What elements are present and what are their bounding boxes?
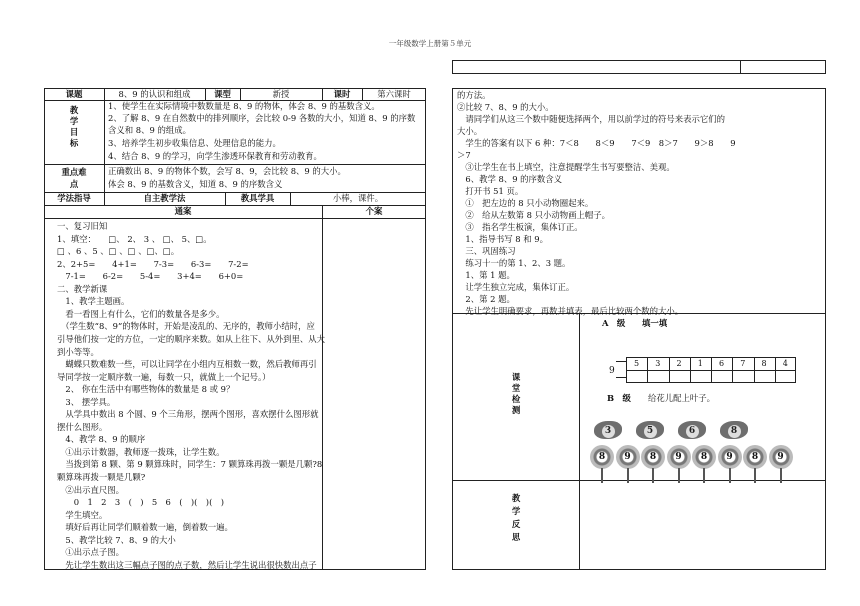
- leaf-card[interactable]: [678, 421, 706, 439]
- level-b-title: B 级: [607, 393, 631, 403]
- personal-plan-header: 个案: [365, 206, 383, 216]
- text-line: 6、教学 8、9 的序数含义: [457, 174, 563, 184]
- grid-number: 3: [655, 359, 661, 368]
- grid-number: 8: [761, 359, 767, 368]
- text-line: 学生的答案有以下 6 种：7＜8 8＜9 7＜9 8＞7 9＞8 9: [457, 138, 736, 148]
- text-line: 1、填空： □、 2、 3 、 □、 5、□。: [57, 233, 212, 244]
- text-line: 摆什么图形。: [57, 421, 108, 432]
- page-header: 一年级数学上册第５单元: [388, 39, 472, 48]
- text-line: 1、教学主题画。: [57, 296, 130, 307]
- text-line: 二、教学新课: [57, 283, 108, 294]
- text-line: 让学生独立完成，集体订正。: [457, 282, 575, 292]
- grid-number: 7: [740, 359, 746, 368]
- practice-label: 课堂检测: [511, 372, 521, 415]
- leaf-number: 6: [686, 425, 699, 438]
- type-value: 新授: [272, 89, 290, 99]
- top-strip: [452, 60, 826, 74]
- key-point-line: 正确数出 8、9 的物体个数，会写 8、9，会比较 8、9 的大小。: [108, 166, 346, 176]
- common-plan-header: 通案: [174, 206, 192, 216]
- grid-number: 5: [633, 359, 640, 368]
- flower-stem: [678, 468, 680, 483]
- period-label: 课时: [333, 89, 351, 99]
- flower-stem: [601, 468, 603, 483]
- text-line: 引导他们按一定的方位，一定的顺序来数。如从上往下、从外到里、从大: [57, 333, 325, 344]
- text-line: ①出示计数器，教师逐一拨珠，让学生数。: [57, 446, 225, 457]
- tools-label: 教具学具: [240, 193, 275, 203]
- text-line: ① 把左边的 8 只小动物圈起来。: [457, 198, 594, 208]
- flower-icon[interactable]: [667, 445, 691, 483]
- objective-line: 1、使学生在实际情境中数数量是 8、9 的物体，体会 8、9 的基数含义。: [108, 101, 380, 111]
- text-line: 7-1= 6-2= 5-4= 3+4= 6+0=: [57, 271, 244, 282]
- flower-number: 8: [590, 445, 614, 469]
- flower-icon[interactable]: [692, 445, 716, 483]
- key-points-label: 重点难点: [61, 167, 87, 189]
- objective-line: 含义和 8、9 的组成。: [108, 125, 191, 135]
- leaf-card[interactable]: [594, 421, 622, 439]
- flower-number: 9: [616, 445, 640, 469]
- text-line: 看一看图上有什么，它们的数量各是多少。: [57, 308, 225, 319]
- flower-icon[interactable]: [769, 445, 793, 483]
- objective-line: 3、培养学生初步收集信息、处理信息的能力。: [108, 138, 281, 148]
- flower-icon[interactable]: [641, 445, 665, 483]
- tools-value: 小棒，课件。: [332, 193, 384, 203]
- flower-number: 9: [718, 445, 742, 469]
- lead-number: 9: [609, 366, 615, 376]
- text-line: 三、巩固练习: [457, 246, 516, 256]
- grid-number: 1: [697, 359, 703, 368]
- grid-number: 6: [718, 359, 725, 368]
- leaf-card[interactable]: [636, 421, 664, 439]
- text-line: 1、第 1 题。: [457, 270, 515, 280]
- flower-number: 8: [641, 445, 665, 469]
- text-line: 4、教学 8、9 的顺序: [57, 434, 146, 445]
- topic-value: 8、9 的认识和组成: [118, 89, 191, 99]
- key-point-line: 体会 8、9 的基数含义，知道 8、9 的序数含义: [108, 179, 283, 189]
- text-line: ② 给从左数第 8 只小动物画上帽子。: [457, 210, 611, 220]
- flower-stem: [729, 468, 731, 483]
- flower-icon[interactable]: [743, 445, 767, 483]
- text-line: 学生填空。: [57, 509, 108, 520]
- method-label: 学法指导: [57, 193, 91, 203]
- flower-icon[interactable]: [616, 445, 640, 483]
- flower-stem: [652, 468, 654, 483]
- grid-number: 2: [676, 359, 682, 368]
- text-line: （学生数“8、9”的物体时，开始是凌乱的、无序的，教师小结时，应: [57, 321, 315, 332]
- flower-stem: [703, 468, 705, 483]
- text-line: 填好后再让同学们顺着数一遍，倒着数一遍。: [57, 522, 233, 533]
- text-line: ③ 指名学生板演，集体订正。: [457, 222, 583, 232]
- text-line: 打开书 51 页。: [457, 186, 524, 196]
- objectives-label: 教学目标: [69, 105, 79, 148]
- text-line: 3、 摆学具。: [57, 396, 116, 407]
- text-line: ＞7: [457, 150, 471, 160]
- text-line: 蝴蝶只数难数一些，可以让同学在小组内互相数一数，然后教师再引: [57, 359, 317, 370]
- type-label: 课型: [214, 89, 231, 99]
- text-line: ①出示点子图。: [57, 547, 124, 558]
- flower-number: 8: [743, 445, 767, 469]
- text-line: ③让学生在书上填空，注意提醒学生书写要整洁、美观。: [457, 162, 675, 172]
- level-b-text: 给花儿配上叶子。: [648, 393, 715, 403]
- text-line: 的方法。: [457, 90, 491, 100]
- level-a-title: A 级 填一填: [602, 318, 668, 328]
- text-line: 颗算珠再拨一颗是几颗?: [57, 472, 146, 482]
- text-line: 5、教学比较 7、8、9 的大小: [57, 534, 176, 545]
- text-line: 到小等等。: [57, 346, 99, 357]
- period-value: 第六课时: [377, 89, 411, 99]
- leaf-number: 8: [728, 425, 741, 438]
- text-line: ②比较 7、8、9 的大小。: [457, 102, 554, 112]
- grid-number: 4: [782, 359, 788, 368]
- leaf-card[interactable]: [720, 421, 748, 439]
- topic-label: 课题: [65, 89, 83, 99]
- flower-stem: [754, 468, 756, 483]
- text-line: 从学具中数出 8 个圆、9 个三角形，摆两个图形，喜欢摆什么图形就: [57, 409, 319, 420]
- text-line: 0 1 2 3 ( ) 5 6 ( )( )( ): [57, 497, 224, 508]
- text-line: 先让学生数出这三幅点子图的点子数，然后让学生说出很快数出点子: [57, 559, 317, 570]
- text-line: 当拨到第 8 颗、第 9 颗算珠时，同学生：7 颗算珠再拨一颗是几颗?8: [57, 459, 323, 470]
- text-line: 一、复习旧知: [57, 221, 108, 231]
- flower-number: 9: [667, 445, 691, 469]
- text-line: 大小。: [457, 126, 483, 136]
- text-line: ②出示直尺图。: [57, 484, 124, 495]
- text-line: 练习十一的第 1、2、3 题。: [457, 258, 571, 268]
- text-line: 请同学们从这三个数中随便选择两个，用以前学过的符号来表示它们的: [457, 114, 725, 124]
- leaf-number: 3: [602, 425, 615, 438]
- flower-number: 9: [769, 445, 793, 469]
- flower-number: 8: [692, 445, 716, 469]
- text-line: □ 、6 、5 、□ 、□ 、□、□。: [57, 246, 180, 257]
- flower-icon[interactable]: [718, 445, 742, 483]
- reflection-label: 教学反思: [511, 493, 521, 542]
- text-line: 导同学按一定顺序数一遍，每数一只，就做上一个记号。）: [57, 371, 271, 382]
- objective-line: 2、了解 8、9 在自然数中的排列顺序，会比较 0-9 各数的大小，知道 8、9 的序数: [108, 113, 416, 123]
- flower-icon[interactable]: [590, 445, 614, 483]
- text-line: 2、2+5= 4+1= 7-3= 6-3= 7-2=: [57, 258, 249, 269]
- text-line: 1、指导书写 8 和 9。: [457, 234, 548, 244]
- flower-stem: [627, 468, 629, 483]
- leaf-number: 5: [644, 425, 657, 438]
- objective-line: 4、结合 8、9 的学习，向学生渗透环保教育和劳动教育。: [108, 151, 322, 161]
- text-line: 2、 你在生活中有哪些物体的数量是 8 或 9？: [57, 384, 235, 395]
- text-line: 先让学生明确要求，再数并填表，最后比较两个数的大小。: [457, 306, 684, 316]
- method-value: 自主教学法: [143, 193, 186, 203]
- flower-stem: [780, 468, 782, 483]
- text-line: 2、第 2 题。: [457, 294, 515, 304]
